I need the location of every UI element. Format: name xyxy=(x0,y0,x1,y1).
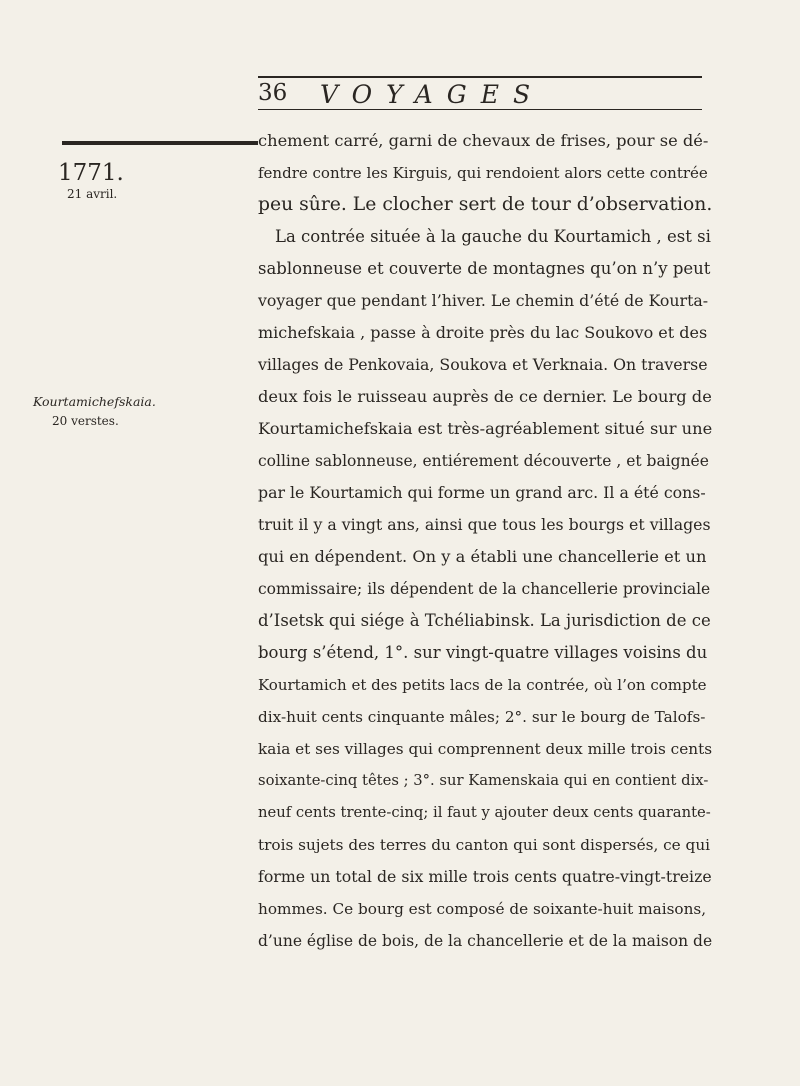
text-line: kaia et ses villages qui comprennent deux mille trois cents xyxy=(258,740,713,758)
running-head: VOYAGES xyxy=(320,80,545,109)
text-line: hommes. Ce bourg est composé de soixante-huit maisons, xyxy=(258,900,707,918)
text-line: truit il y a vingt ans, ainsi que tous les bourgs et villages xyxy=(258,515,711,534)
text-line: soixante-cinq têtes ; 3°. sur Kamenskaia qui en contient dix- xyxy=(258,772,709,789)
text-line: sablonneuse et couverte de montagnes qu’on n’y peut xyxy=(258,259,711,278)
text-line: villages de Penkovaia, Soukova et Verknaia. On traverse xyxy=(258,355,708,374)
text-line: par le Kourtamich qui forme un grand arc. Il a été cons- xyxy=(258,483,706,502)
text-line: La contrée située à la gauche du Kourtamich , est si xyxy=(275,227,711,246)
text-line: dix-huit cents cinquante mâles; 2°. sur le bourg de Talofs- xyxy=(258,708,706,726)
text-line: voyager que pendant l’hiver. Le chemin d’été de Kourta- xyxy=(258,291,709,310)
text-line: michefskaia , passe à droite près du lac Soukovo et des xyxy=(258,323,708,342)
margin-date: 21 avril. xyxy=(67,187,118,201)
margin-year: 1771. xyxy=(58,160,124,186)
text-line: commissaire; ils dépendent de la chancellerie provinciale xyxy=(258,580,711,598)
text-line: d’une église de bois, de la chancellerie et de la maison de xyxy=(258,932,713,950)
page-number: 36 xyxy=(258,80,288,106)
header-rule-top xyxy=(258,76,702,78)
text-line: bourg s’étend, 1°. sur vingt-quatre villages voisins du xyxy=(258,643,708,662)
text-line: fendre contre les Kirguis, qui rendoient alors cette contrée xyxy=(258,164,708,182)
text-line: forme un total de six mille trois cents quatre-vingt-treize xyxy=(258,867,712,886)
text-line: Kourtamich et des petits lacs de la contrée, où l’on compte xyxy=(258,676,707,694)
margin-place: Kourtamichefskaia. xyxy=(33,394,156,409)
text-line: chement carré, garni de chevaux de frises, pour se dé- xyxy=(258,131,709,150)
text-line: d’Isetsk qui siége à Tchéliabinsk. La jurisdiction de ce xyxy=(258,611,711,630)
text-line: deux fois le ruisseau auprès de ce dernier. Le bourg de xyxy=(258,387,712,406)
text-line: neuf cents trente-cinq; il faut y ajouter deux cents quarante- xyxy=(258,804,711,821)
text-line: trois sujets des terres du canton qui sont dispersés, ce qui xyxy=(258,836,711,854)
header-rule-bottom xyxy=(258,109,702,110)
page-header xyxy=(258,76,702,110)
text-line: colline sablonneuse, entiérement découverte , et baignée xyxy=(258,452,709,470)
text-line: Kourtamichefskaia est très-agréablement situé sur une xyxy=(258,419,713,438)
margin-rule xyxy=(62,141,258,145)
text-line: qui en dépendent. On y a établi une chancellerie et un xyxy=(258,547,707,566)
margin-distance: 20 verstes. xyxy=(52,414,119,428)
text-line: peu sûre. Le clocher sert de tour d’observation. xyxy=(258,194,713,215)
